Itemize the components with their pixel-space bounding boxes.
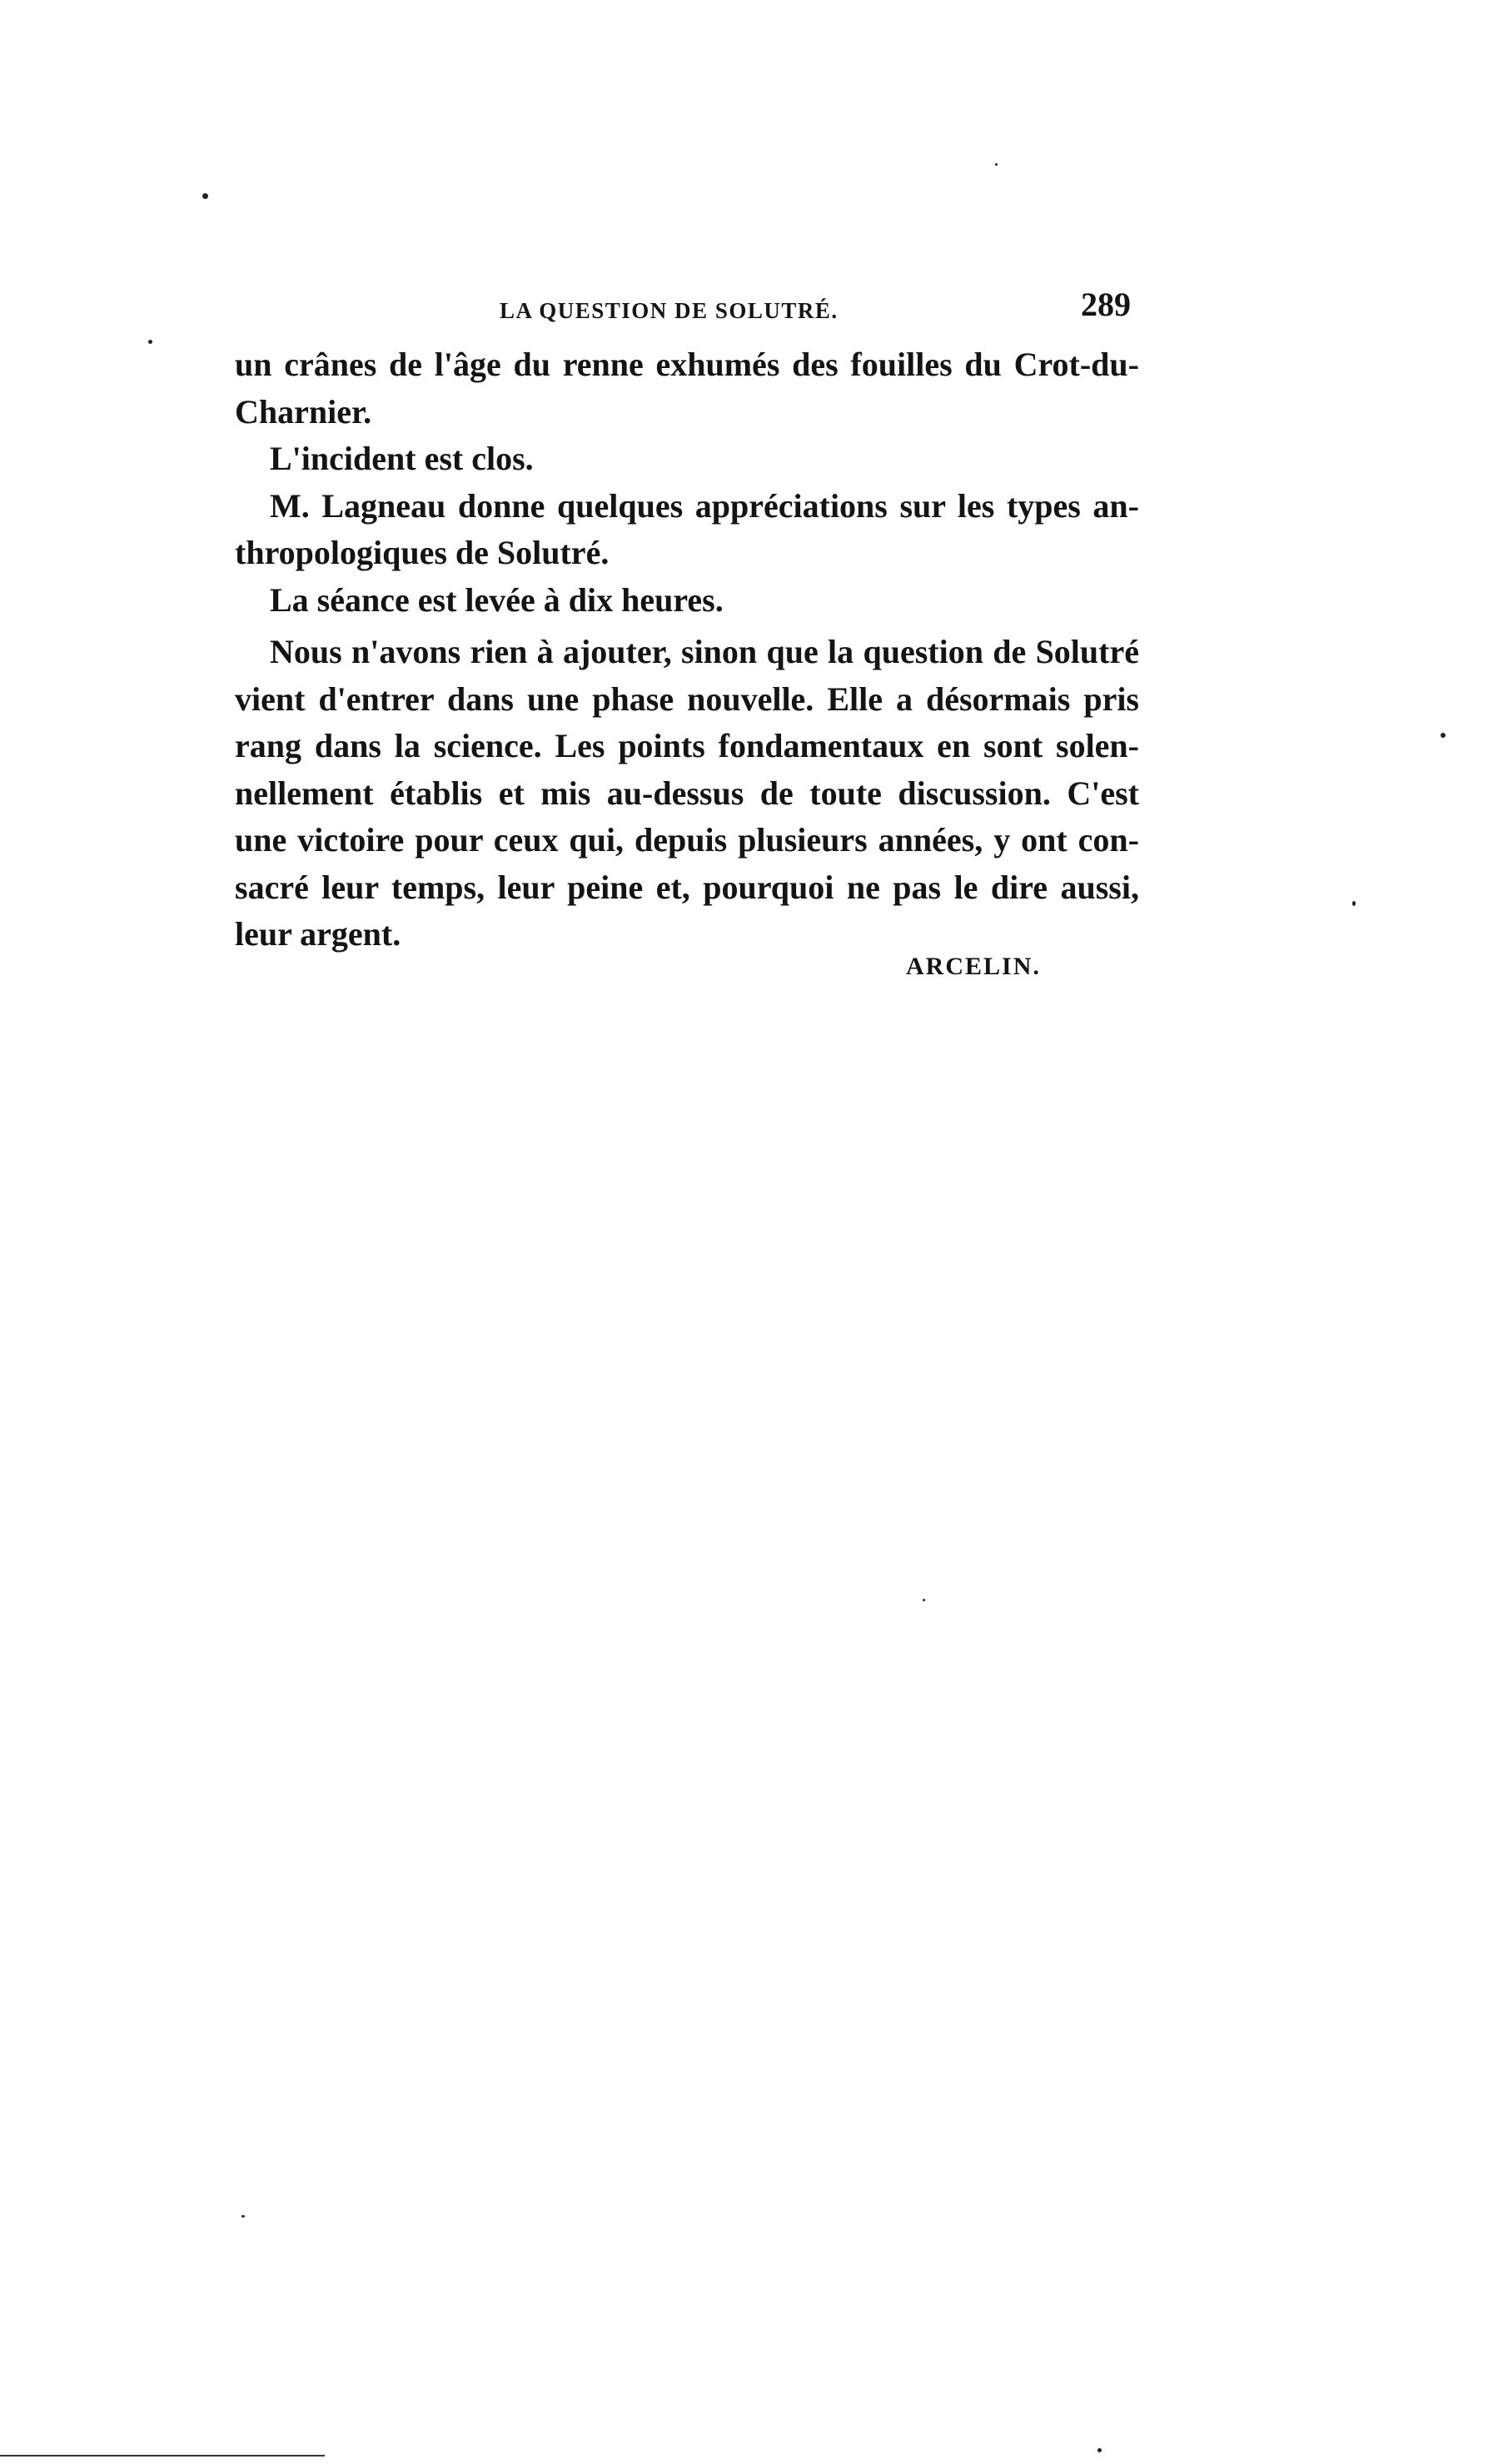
text-line: sacré leur temps, leur peine et, pourquoi ne pas le dire aussi, <box>235 868 1139 906</box>
text-line: rang dans la science. Les points fondamentaux en sont solen- <box>235 727 1139 764</box>
text-line: L'incident est clos. <box>270 440 534 477</box>
text-line: Charnier. <box>235 392 372 431</box>
author-signature: ARCELIN. <box>906 953 1041 980</box>
scan-speck <box>148 340 152 344</box>
scan-speck <box>1097 2448 1102 2452</box>
text-line: une victoire pour ceux qui, depuis plusieurs années, y ont con- <box>235 821 1139 859</box>
text-line: un crânes de l'âge du renne exhumés des fouilles du Crot-du- <box>235 346 1139 383</box>
scan-edge-line <box>0 2455 325 2457</box>
scan-speck <box>202 193 208 199</box>
scan-speck <box>1441 733 1446 738</box>
scan-speck <box>1352 901 1356 906</box>
text-line: Nous n'avons rien à ajouter, sinon que la question de Solutré <box>270 633 1139 670</box>
text-line: thropologiques de Solutré. <box>235 534 610 571</box>
text-line: nellement établis et mis au-dessus de toute discussion. C'est <box>235 774 1139 812</box>
text-line: La séance est levée à dix heures. <box>270 580 724 619</box>
running-head-title: LA QUESTION DE SOLUTRÉ. <box>500 298 839 323</box>
text-line: vient d'entrer dans une phase nouvelle. Elle a désormais pris <box>235 679 1139 718</box>
scan-speck <box>923 1599 925 1601</box>
body-text <box>235 341 1139 958</box>
scan-speck <box>241 2215 245 2218</box>
scan-speck <box>995 163 998 166</box>
text-line: M. Lagneau donne quelques appréciations sur les types an- <box>270 486 1139 525</box>
text-line: leur argent. <box>235 915 401 953</box>
page-number: 289 <box>1081 286 1131 323</box>
